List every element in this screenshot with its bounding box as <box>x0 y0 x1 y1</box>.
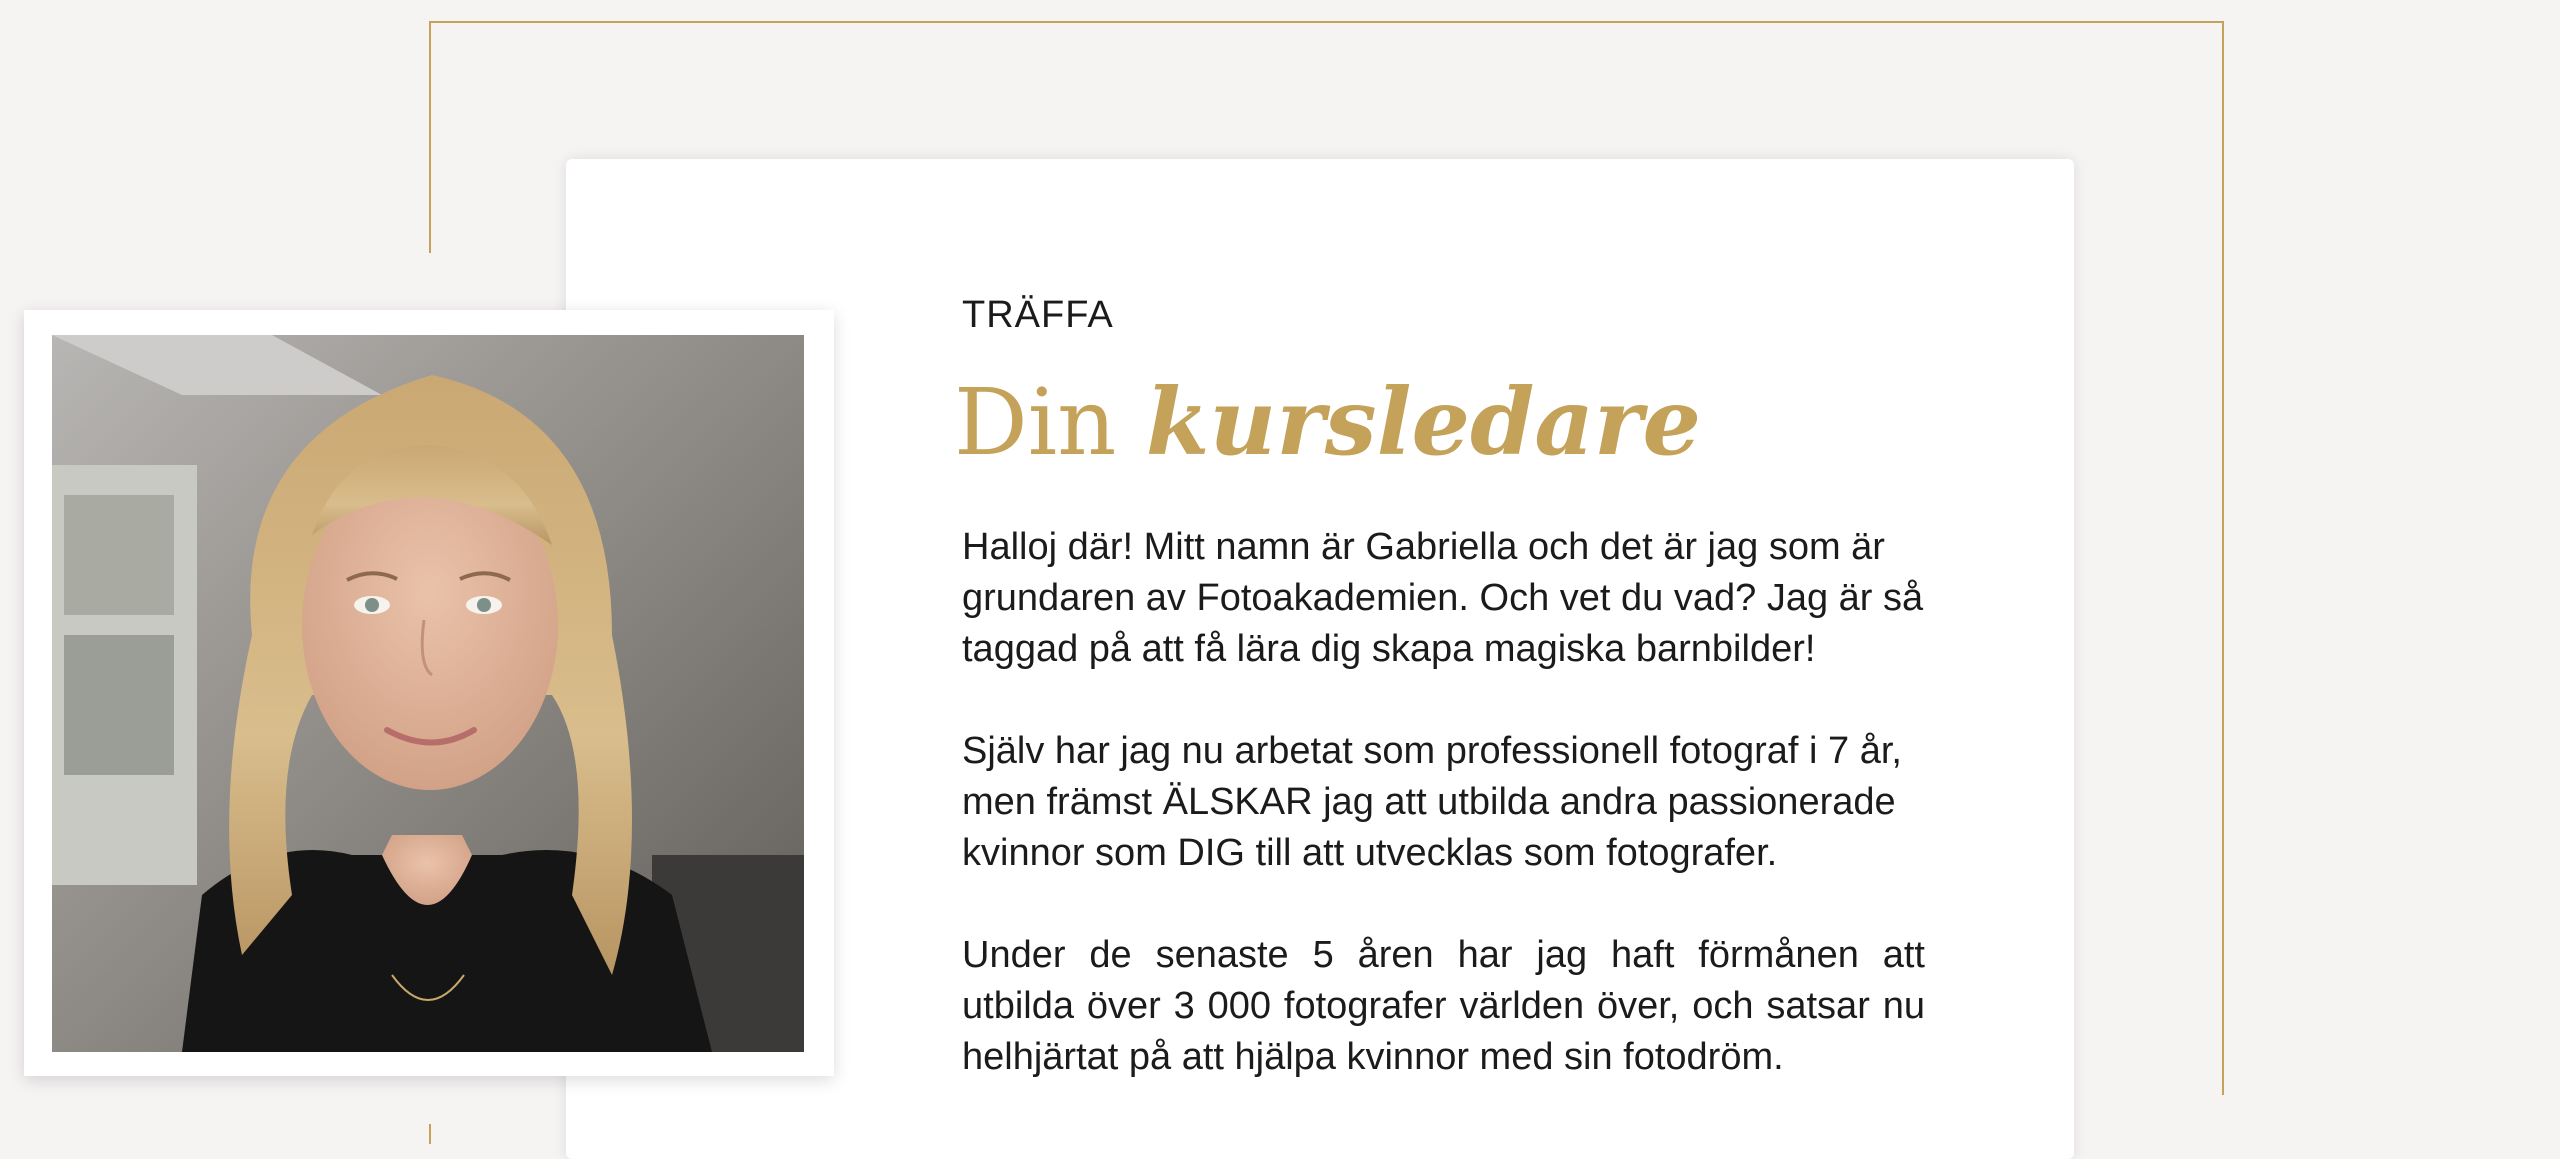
decorative-frame-top <box>429 21 2224 23</box>
heading-emphasis: kursledare <box>1145 368 1702 476</box>
section-eyebrow: TRÄFFA <box>962 294 1114 336</box>
instructor-photo <box>52 335 804 1052</box>
section-heading <box>954 368 1702 476</box>
instructor-photo-frame <box>24 310 834 1076</box>
heading-plain: Din <box>954 369 1117 476</box>
decorative-frame-right <box>2222 21 2224 1095</box>
intro-paragraph: Halloj där! Mitt namn är Gabriella och det är jag som är grundaren av Fotoakademien. Och vet du vad? Jag är så taggad på att få lära dig skapa magiska barnbilder! <box>962 526 1924 670</box>
decorative-frame-left-bottom <box>429 1124 431 1144</box>
instructor-text-block <box>954 294 1925 1078</box>
experience-paragraph: Själv har jag nu arbetat som professionell fotograf i 7 år, men främst ÄLSKAR jag att utbilda andra passionerade kvinnor som DIG till att utvecklas som fotografer. <box>962 730 1902 874</box>
mission-paragraph: Under de senaste 5 åren har jag haft förmånen att utbilda över 3 000 fotografer världen över, och satsar nu helhjärtat på att hjälpa kvinnor med sin fotodröm. <box>962 934 1925 1078</box>
decorative-frame-left <box>429 21 431 253</box>
